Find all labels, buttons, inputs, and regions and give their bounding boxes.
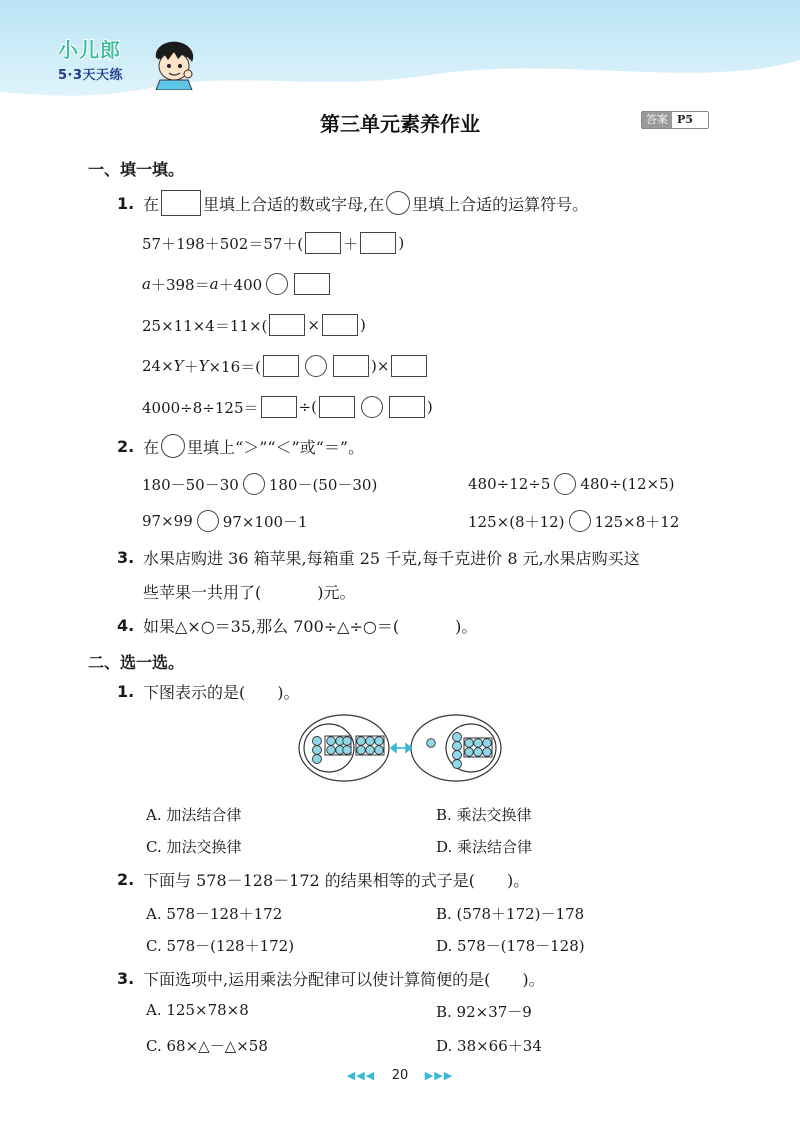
variable-a: a (209, 275, 219, 293)
answer-box[interactable] (333, 355, 369, 377)
fill-question-1 (117, 190, 588, 216)
q1-line1-text-b: ＋ (343, 234, 359, 253)
compare-right-expr: 125×8＋12 (594, 512, 680, 531)
q1-line4-text-f: )× (371, 357, 390, 375)
answer-box[interactable] (261, 396, 297, 418)
question-number: 3. (117, 548, 135, 567)
sample-circle (386, 191, 410, 215)
option-b[interactable]: B. 92×37－9 (436, 1003, 532, 1021)
q2-compare-4 (468, 510, 679, 532)
q2-text-a: 在 (143, 437, 160, 457)
variable-a: a (142, 275, 151, 293)
brand-name: 小儿郎 (58, 38, 121, 62)
q3-text-line2-b: )元。 (317, 583, 356, 602)
q3-text-line2-a: 些苹果一共用了( (143, 583, 262, 602)
choice-q2-text: 下面与 578－128－172 的结果相等的式子是( )。 (143, 871, 530, 890)
fill-question-4 (117, 614, 477, 637)
answer-box[interactable] (305, 232, 341, 254)
answer-box[interactable] (322, 314, 358, 336)
mascot-boy-icon (150, 40, 198, 90)
q1-line4-text-c: ＋ (183, 357, 199, 376)
section-1-title: 一、填一填。 (88, 160, 185, 179)
choice-question-3 (117, 967, 545, 990)
option-c[interactable]: C. 68×△－△×58 (146, 1037, 268, 1055)
question-number: 4. (117, 616, 135, 635)
choice-question-2 (117, 868, 529, 891)
option-a[interactable]: A. 578－128＋172 (146, 905, 283, 923)
answer-page: P5 (677, 113, 693, 126)
brand-logo (58, 34, 123, 83)
q1-line-5 (142, 396, 433, 418)
q1-line5-text-c: ) (426, 398, 433, 416)
q1-line2-text-mid: ＋398＝ (150, 275, 210, 294)
sample-circle (161, 434, 185, 458)
compare-right-expr: 97×100－1 (222, 512, 308, 531)
q2-compare-1 (142, 473, 377, 495)
q4-text-b: )。 (455, 617, 478, 636)
q1-line-4 (142, 355, 429, 377)
compare-right-expr: 180－(50－30) (268, 475, 378, 494)
compare-left-expr: 125×(8＋12) (468, 512, 565, 531)
choice-q3-text: 下面选项中,运用乘法分配律可以使计算简便的是( )。 (143, 970, 545, 989)
answer-box[interactable] (391, 355, 427, 377)
q1-line2-text-b: ＋400 (218, 275, 263, 294)
page-footer (0, 1068, 800, 1083)
next-arrows-icon: ▶▶▶ (424, 1069, 454, 1082)
q3-text-line1: 水果店购进 36 箱苹果,每箱重 25 千克,每千克进价 8 元,水果店购买这 (143, 549, 640, 568)
question-number: 2. (117, 870, 135, 889)
q4-text-a: 如果△×○＝35,那么 700÷△÷○＝( (143, 617, 400, 636)
option-a[interactable]: A. 125×78×8 (146, 1001, 249, 1019)
fill-question-2 (117, 434, 364, 458)
q1-line-3 (142, 314, 366, 336)
question-number: 2. (117, 436, 135, 456)
q2-compare-2 (468, 473, 675, 495)
option-c[interactable]: C. 578－(128＋172) (146, 937, 295, 955)
answer-circle[interactable] (569, 510, 591, 532)
answer-box[interactable] (389, 396, 425, 418)
q1-line-1 (142, 232, 404, 254)
grouping-diagram (297, 712, 503, 784)
q1-line5-text-a: 4000÷8÷125＝ (142, 398, 259, 417)
choice-q1-text: 下图表示的是( )。 (143, 683, 300, 702)
q2-compare-3 (142, 510, 308, 532)
option-b[interactable]: B. (578＋172)－178 (436, 905, 585, 923)
q1-line3-text-c: ) (359, 316, 366, 334)
answer-box[interactable] (319, 396, 355, 418)
answer-circle[interactable] (554, 473, 576, 495)
compare-left-expr: 97×99 (142, 512, 193, 530)
option-a[interactable]: A. 加法结合律 (146, 806, 242, 824)
question-number: 1. (117, 682, 135, 701)
option-c[interactable]: C. 加法交换律 (146, 838, 242, 856)
answer-box[interactable] (360, 232, 396, 254)
q3-line-2 (143, 580, 356, 603)
section-2-title: 二、选一选。 (88, 653, 185, 672)
choice-question-1 (117, 680, 300, 703)
q1-line-2 (142, 273, 332, 295)
answer-circle[interactable] (361, 396, 383, 418)
compare-left-expr: 180－50－30 (142, 475, 239, 494)
answer-box[interactable] (263, 355, 299, 377)
page-number: 20 (391, 1068, 409, 1083)
variable-y: Y (173, 357, 184, 375)
answer-circle[interactable] (243, 473, 265, 495)
option-d[interactable]: D. 38×66＋34 (436, 1037, 542, 1055)
option-b[interactable]: B. 乘法交换律 (436, 806, 532, 824)
question-number: 3. (117, 969, 135, 988)
compare-right-expr: 480÷(12×5) (580, 475, 675, 493)
q1-line3-text-b: × (307, 316, 320, 334)
q1-text-b: 里填上合适的数或字母,在 (203, 194, 385, 214)
q1-line1-text-c: ) (398, 234, 405, 252)
sample-box (161, 190, 201, 216)
q1-line4-text-e: ×16＝( (208, 357, 261, 376)
q1-line5-text-b: ÷( (298, 398, 317, 416)
answer-reference-tag (641, 111, 709, 129)
q2-text-b: 里填上“＞”“＜”或“＝”。 (187, 437, 365, 457)
q1-line1-text-a: 57＋198＋502＝57＋( (142, 234, 304, 253)
option-d[interactable]: D. 乘法结合律 (436, 838, 533, 856)
double-arrow-icon (391, 744, 411, 752)
q1-text-c: 里填上合适的运算符号。 (412, 194, 589, 214)
q1-line4-text-a: 24× (142, 357, 174, 375)
compare-left-expr: 480÷12÷5 (468, 475, 551, 493)
prev-arrows-icon: ◀◀◀ (346, 1069, 376, 1082)
series-name: 5·3天天练 (58, 68, 124, 83)
answer-circle[interactable] (197, 510, 219, 532)
variable-y: Y (198, 357, 209, 375)
q1-text-a: 在 (143, 194, 160, 214)
option-d[interactable]: D. 578－(178－128) (436, 937, 585, 955)
answer-label: 答案 (642, 112, 672, 128)
question-number: 1. (117, 193, 135, 213)
fill-question-3 (117, 546, 640, 569)
answer-box[interactable] (269, 314, 305, 336)
answer-circle[interactable] (305, 355, 327, 377)
answer-box[interactable] (294, 273, 330, 295)
answer-circle[interactable] (266, 273, 288, 295)
page-title: 第三单元素养作业 (320, 112, 480, 136)
q1-line3-text-a: 25×11×4＝11×( (142, 316, 268, 335)
